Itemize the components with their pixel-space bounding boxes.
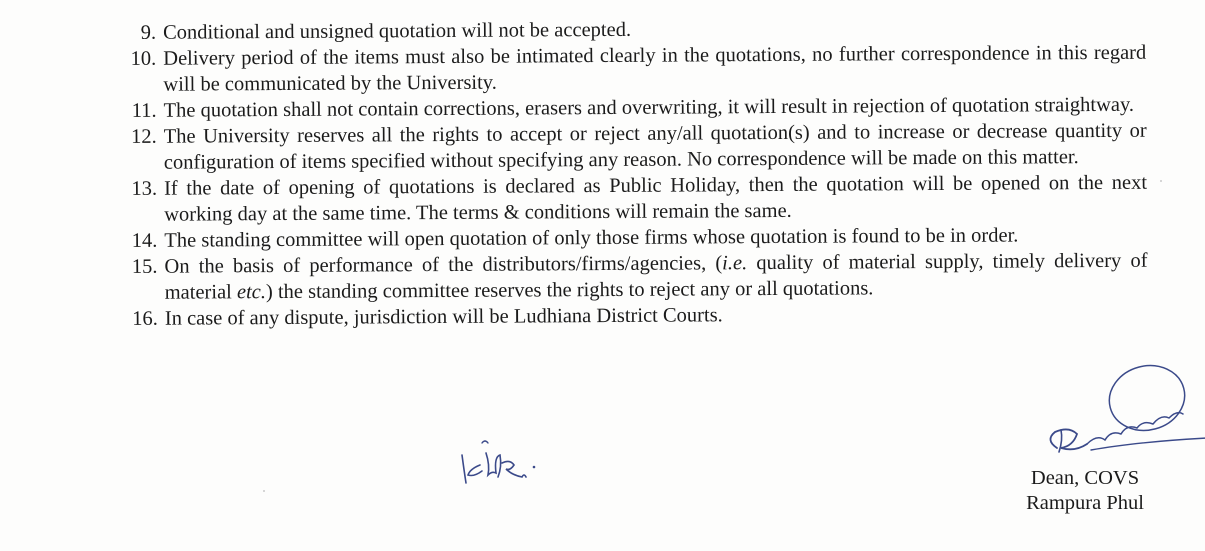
term-text: The standing committee will open quotation of only those firms whose quotation is found to be in order.	[164, 224, 1019, 252]
handwritten-initials	[452, 435, 552, 495]
scan-speck	[263, 490, 265, 492]
term-text-italic: i.e.	[722, 252, 748, 275]
signature-icon	[1035, 360, 1205, 470]
signatory-block	[1010, 466, 1160, 516]
scan-speck	[1160, 180, 1162, 182]
term-text: The University reserves all the rights to accept or reject any/all quotation(s) and to increase or decrease quantity or configuration of items specified without specifying any reason. No correspondence will be made on this matter.	[163, 119, 1147, 174]
term-number: 13.	[131, 177, 158, 200]
term-text	[164, 250, 1147, 304]
term-item-16	[120, 300, 1148, 332]
term-number: 14.	[131, 229, 158, 252]
term-text: In case of any dispute, jurisdiction will be Ludhiana District Courts.	[164, 304, 723, 330]
signatory-title: Dean, COVS	[1030, 467, 1140, 489]
term-text: If the date of opening of quotations is declared as Public Holiday, then the quotation will be opened on the next working day at the same time. The terms & conditions will remain the same.	[163, 171, 1148, 226]
term-text-part: ) the standing committee reserves the rights to reject any or all quotations.	[265, 277, 874, 304]
term-text-italic: etc.	[236, 281, 267, 304]
term-number: 15.	[131, 255, 158, 278]
term-number: 9.	[140, 21, 157, 44]
term-item-12	[119, 118, 1147, 176]
signatory-place: Rampura Phul	[1026, 492, 1144, 514]
term-item-15	[119, 248, 1147, 306]
term-item-13	[119, 170, 1147, 228]
term-number: 11.	[131, 99, 157, 122]
term-number: 12.	[131, 125, 157, 148]
terms-list	[118, 14, 1148, 332]
term-text: Conditional and unsigned quotation will not be accepted.	[163, 18, 632, 44]
term-text: Delivery period of the items must also be intimated clearly in the quotations, no further correspondence in this regard will be communicated by the University.	[163, 41, 1147, 96]
term-text-part: quality of material supply, timely delivery of material	[164, 249, 1148, 304]
term-number: 16.	[132, 307, 158, 330]
term-number: 10.	[130, 47, 157, 70]
term-item-10	[118, 40, 1146, 98]
term-text-part: On the basis of performance of the distributors/firms/agencies, (	[164, 252, 723, 278]
term-text: The quotation shall not contain corrections, erasers and overwriting, it will result in rejection of quotation straightway.	[163, 93, 1135, 122]
